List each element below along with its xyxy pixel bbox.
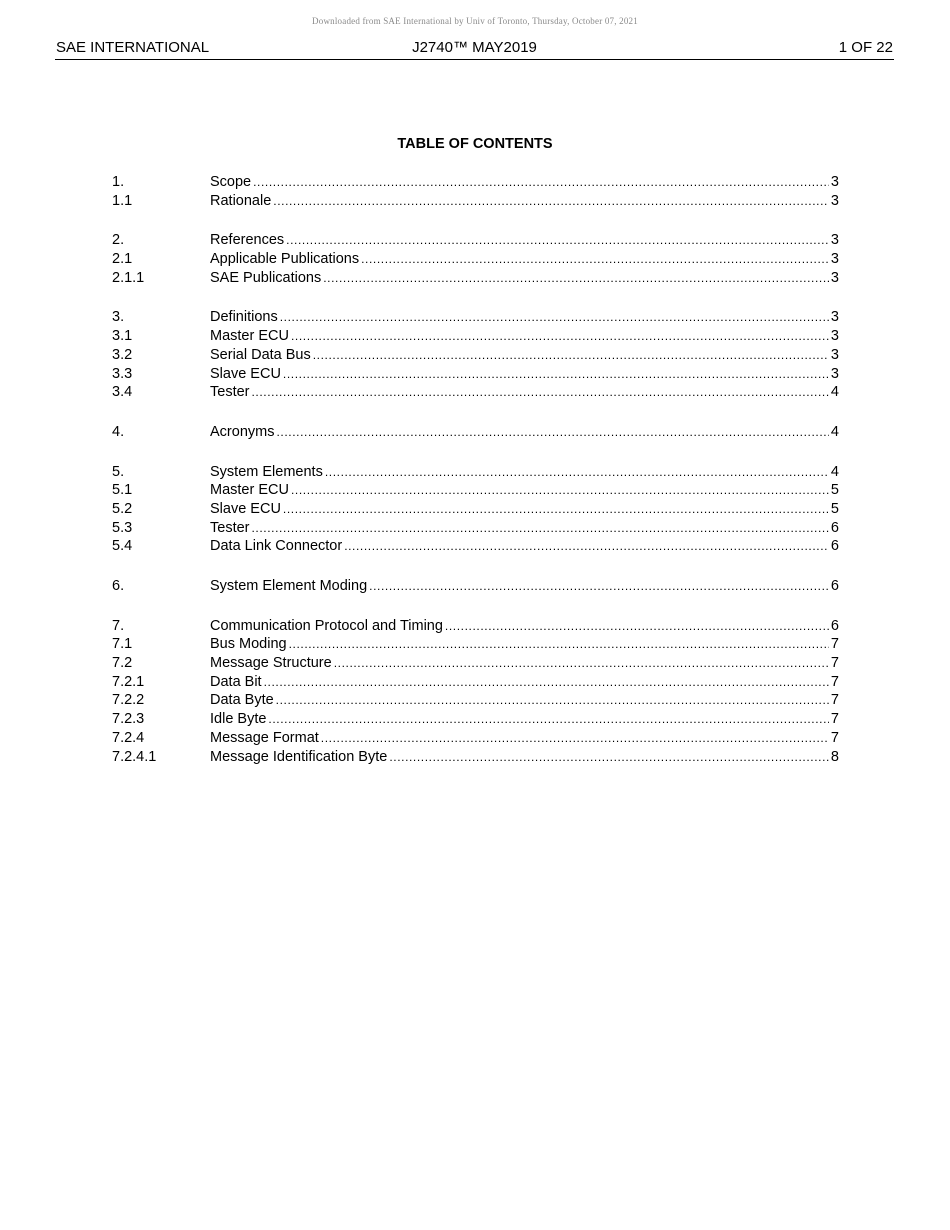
toc-entry-number: 4. <box>112 423 125 440</box>
toc-dot-leader <box>252 383 829 402</box>
toc-entry-page: 7 <box>830 729 839 746</box>
toc-dot-leader <box>325 463 829 482</box>
page-header <box>55 38 894 60</box>
toc-entry[interactable] <box>112 500 839 519</box>
toc-entry-page: 7 <box>830 636 839 653</box>
toc-entry-page: 4 <box>830 384 839 401</box>
toc-entry-label: Acronyms <box>210 423 275 440</box>
toc-section <box>112 231 839 287</box>
toc-entry-number: 7.2.2 <box>112 692 145 709</box>
toc-entry[interactable] <box>112 481 839 500</box>
toc-dot-leader <box>344 537 829 556</box>
toc-entry-label: Master ECU <box>210 482 289 499</box>
toc-entry-label: Tester <box>210 384 250 401</box>
toc-entry-page: 4 <box>830 423 839 440</box>
toc-dot-leader <box>283 500 829 519</box>
toc-entry[interactable] <box>112 673 839 692</box>
toc-entry-label: Definitions <box>210 309 278 326</box>
toc-entry[interactable] <box>112 748 839 767</box>
toc-entry-page: 6 <box>830 578 839 594</box>
toc-section <box>112 308 839 401</box>
toc-entry-page: 7 <box>830 655 839 672</box>
toc-entry[interactable] <box>112 729 839 748</box>
toc-entry-label: Slave ECU <box>210 365 281 382</box>
toc-entry[interactable] <box>112 463 839 482</box>
toc-entry[interactable] <box>112 192 839 211</box>
toc-entry[interactable] <box>112 269 839 288</box>
toc-entry-page: 3 <box>830 346 839 363</box>
toc-dot-leader <box>361 250 829 269</box>
toc-entry-number: 1. <box>112 174 125 190</box>
header-document-id: J2740™ MAY2019 <box>412 39 537 56</box>
toc-entry-page: 3 <box>830 269 839 286</box>
toc-entry-page: 3 <box>830 328 839 345</box>
toc-dot-leader <box>334 654 829 673</box>
header-page-number: 1 OF 22 <box>838 39 893 56</box>
toc-entry[interactable] <box>112 537 839 556</box>
toc-entry-label: Serial Data Bus <box>210 346 311 363</box>
toc-entry[interactable] <box>112 173 839 192</box>
toc-entry-label: Data Byte <box>210 692 274 709</box>
toc-dot-leader <box>276 423 828 442</box>
toc-entry-number: 3.3 <box>112 365 133 382</box>
toc-dot-leader <box>445 617 829 636</box>
toc-entry[interactable] <box>112 250 839 269</box>
toc-entry-page: 6 <box>830 538 839 555</box>
toc-entry-label: Message Identification Byte <box>210 748 388 765</box>
toc-entry-number: 5.3 <box>112 519 133 536</box>
toc-entry-number: 3.2 <box>112 346 133 363</box>
toc-entry[interactable] <box>112 383 839 402</box>
toc-entry[interactable] <box>112 327 839 346</box>
toc-section <box>112 577 839 596</box>
toc-entry-page: 7 <box>830 711 839 728</box>
toc-entry-label: Applicable Publications <box>210 251 360 268</box>
toc-dot-leader <box>323 269 829 288</box>
toc-entry-page: 7 <box>830 692 839 709</box>
toc-entry[interactable] <box>112 365 839 384</box>
toc-entry-label: System Elements <box>210 463 323 480</box>
toc-entry-number: 2. <box>112 232 125 249</box>
toc-title: TABLE OF CONTENTS <box>397 136 553 152</box>
toc-entry[interactable] <box>112 635 839 654</box>
toc-entry-number: 3.4 <box>112 384 133 401</box>
toc-entry-page: 3 <box>830 309 839 326</box>
toc-entry-label: Idle Byte <box>210 711 267 728</box>
toc-entry-number: 5.2 <box>112 500 133 517</box>
toc-entry-label: References <box>210 232 285 249</box>
toc-entry[interactable] <box>112 308 839 327</box>
toc-entry-page: 4 <box>830 463 839 480</box>
toc-entry[interactable] <box>112 231 839 250</box>
toc-dot-leader <box>280 308 829 327</box>
toc-dot-leader <box>389 748 829 767</box>
toc-entry-page: 3 <box>830 365 839 382</box>
toc-entry-page: 6 <box>830 617 839 634</box>
toc-entry-number: 5.4 <box>112 538 133 555</box>
toc-entry-page: 7 <box>830 673 839 690</box>
toc-entry-number: 3.1 <box>112 328 133 345</box>
toc-entry[interactable] <box>112 346 839 365</box>
toc-section <box>112 423 839 442</box>
table-of-contents <box>112 173 839 787</box>
toc-dot-leader <box>264 673 829 692</box>
toc-entry-label: Data Link Connector <box>210 538 343 555</box>
toc-entry-label: Communication Protocol and Timing <box>210 617 443 634</box>
toc-dot-leader <box>369 577 829 596</box>
toc-entry-number: 2.1.1 <box>112 269 145 286</box>
toc-entry-page: 6 <box>830 519 839 536</box>
toc-entry-number: 7. <box>112 617 125 634</box>
toc-entry-label: Tester <box>210 519 250 536</box>
toc-entry[interactable] <box>112 710 839 729</box>
toc-entry-number: 6. <box>112 578 125 594</box>
toc-entry-number: 7.2.3 <box>112 711 145 728</box>
toc-entry-page: 3 <box>830 232 839 249</box>
toc-dot-leader <box>291 481 829 500</box>
toc-entry-number: 1.1 <box>112 192 133 209</box>
toc-entry-label: Scope <box>210 174 252 190</box>
toc-entry[interactable] <box>112 519 839 538</box>
toc-entry-label: Master ECU <box>210 328 289 345</box>
toc-entry-label: Slave ECU <box>210 500 281 517</box>
toc-dot-leader <box>286 231 829 250</box>
toc-entry-number: 5. <box>112 463 125 480</box>
toc-section <box>112 173 839 210</box>
toc-entry-page: 5 <box>830 500 839 517</box>
toc-entry-page: 3 <box>830 192 839 209</box>
toc-entry[interactable] <box>112 423 839 442</box>
toc-entry-label: System Element Moding <box>210 578 368 594</box>
toc-entry-page: 8 <box>830 748 839 765</box>
toc-entry-number: 7.2 <box>112 655 133 672</box>
toc-dot-leader <box>289 635 829 654</box>
toc-entry-label: Data Bit <box>210 673 262 690</box>
toc-entry-label: Bus Moding <box>210 636 287 653</box>
toc-dot-leader <box>268 710 829 729</box>
download-watermark: Downloaded from SAE International by Univ of Toronto, Thursday, October 07, 2021 <box>312 16 638 26</box>
toc-dot-leader <box>276 691 829 710</box>
toc-entry-label: Rationale <box>210 192 272 209</box>
toc-dot-leader <box>321 729 829 748</box>
toc-entry-number: 5.1 <box>112 482 133 499</box>
toc-entry-label: Message Format <box>210 729 319 746</box>
toc-dot-leader <box>313 346 829 365</box>
toc-entry[interactable] <box>112 617 839 636</box>
toc-entry-number: 7.2.1 <box>112 673 145 690</box>
toc-dot-leader <box>291 327 829 346</box>
toc-entry[interactable] <box>112 577 839 596</box>
toc-entry-number: 7.2.4 <box>112 729 145 746</box>
toc-entry-page: 3 <box>830 251 839 268</box>
toc-entry-page: 3 <box>830 174 839 190</box>
toc-entry-label: Message Structure <box>210 655 332 672</box>
toc-dot-leader <box>283 365 829 384</box>
toc-entry-number: 2.1 <box>112 251 133 268</box>
toc-dot-leader <box>253 173 829 192</box>
toc-entry-label: SAE Publications <box>210 269 322 286</box>
toc-entry[interactable] <box>112 691 839 710</box>
toc-section <box>112 463 839 556</box>
header-organization: SAE INTERNATIONAL <box>56 39 210 56</box>
toc-section <box>112 617 839 767</box>
toc-entry-number: 3. <box>112 309 125 326</box>
toc-dot-leader <box>273 192 829 211</box>
toc-entry-page: 5 <box>830 482 839 499</box>
toc-entry-number: 7.2.4.1 <box>112 748 157 765</box>
toc-entry-number: 7.1 <box>112 636 133 653</box>
toc-entry[interactable] <box>112 654 839 673</box>
toc-dot-leader <box>252 519 829 538</box>
